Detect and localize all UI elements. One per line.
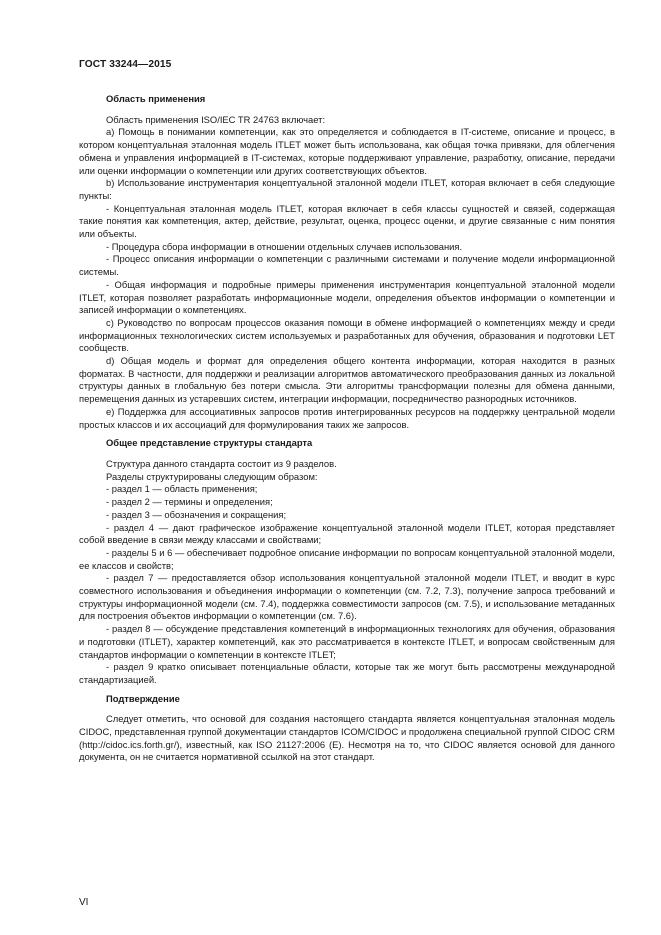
structure-line: - раздел 2 — термины и определения; <box>106 496 273 508</box>
scope-item-b-sub: - Процедура сбора информации в отношении отдельных случаев использования. <box>106 240 463 252</box>
structure-line: - раздел 3 — обозначения и сокращения; <box>106 508 287 520</box>
scope-item-e: e) Поддержка для ассоциативных запросов против интегрированных ресурсов на поддержку центральной модели простых классов и их ассоциаций для формулирования таких же запросов. <box>79 405 615 430</box>
structure-line: - раздел 4 — дают графическое изображение концептуальной эталонной модели ITLET, которая представляет собой введение в связи между классами и свойствами; <box>79 521 615 546</box>
standard-id: ГОСТ 33244—2015 <box>79 59 172 70</box>
structure-line: - раздел 7 — предоставляется обзор использования концептуальной эталонной модели ITLET, и вводит в курс совместного использования и объединения информации о компетенции (см. 7.2, 7.3), получение запроса требований и структуры информационной модели (см. 7.4), поддержка совместимости запросов (см. 7.5), и использование метаданных для построения объектов информации о компетенции (см. 7.6). <box>79 572 615 622</box>
section-heading-scope: Область применения <box>106 93 206 104</box>
structure-line: - раздел 9 кратко описывает потенциальные области, которые так же могут быть рассмотрены международной стандартизацией. <box>79 661 615 685</box>
structure-line: Структура данного стандарта состоит из 9 разделов. <box>106 457 337 469</box>
structure-line: - разделы 5 и 6 — обеспечивает подробное описание информации по вопросам концептуальной эталонной модели, ее классов и свойств; <box>79 546 615 571</box>
section-heading-structure: Общее представление структуры стандарта <box>106 437 313 449</box>
scope-item-c: c) Руководство по вопросам процессов оказания помощи в обмене информацией о компетенциях между и среди информационных технологических систем используемых и разработанных для обучения, образования и подготовки LET сообществ. <box>79 316 615 354</box>
page-content <box>79 92 615 764</box>
section-heading-acknowledgement: Подтверждение <box>106 692 180 704</box>
scope-intro: Область применения ISO/IEC TR 24763 включает: <box>106 113 326 125</box>
structure-line: - раздел 8 — обсуждение представления компетенций в информационных технологиях для обучения, образования и подготовки (ITLET), характер компетенций, как это рассматривается в контексте ITLET, и вопросам свойственным для стандартов информации о компетенции в контексте ITLET; <box>79 623 615 660</box>
structure-line: Разделы структурированы следующим образом: <box>106 470 318 482</box>
structure-line: - раздел 1 — область применения; <box>106 483 258 495</box>
scope-item-b: b) Использование инструментария концептуальной эталонной модели ITLET, которая включает в себя следующие пункты: <box>79 177 615 201</box>
scope-item-b-sub: - Процесс описания информации о компетенции с различными системами и получение модели информационной системы. <box>79 253 615 278</box>
scope-item-b-sub: - Концептуальная эталонная модель ITLET, которая включает в себя классы сущностей и связей, содержащая такие понятия как компетенция, актер, действие, результат, оценка, процесс оценки, и другие связанные с ним понятия или объекты. <box>79 202 615 240</box>
scope-item-b-sub: - Общая информация и подробные примеры применения инструментария концептуальной эталонной модели ITLET, которая позволяет разработать информационные модели, определения объектов информации о компетенции и записей информации о компетенциях. <box>79 278 615 316</box>
page-number: VI <box>79 897 89 908</box>
scope-item-d: d) Общая модель и формат для определения общего контента информации, которая находится в разных форматах. В частности, для поддержки и реализации алгоритмов автоматического преобразования данных из локальной структуры данных в глобальную без потери смысла. Эти алгоритмы трансформации полезны для обмена данными, перемещения данных из устаревших систем, интеграции информации, посредничество разнородных источников. <box>79 355 615 405</box>
acknowledgement-text: Следует отметить, что основой для создания настоящего стандарта является концептуальная эталонная модель CIDOC, представленная группой документации стандартов ICOM/CIDOC и продолжена специальной группой CIDOC CRM (http://cidoc.ics.forth.gr/), известный, как ISO 21127:2006 (E). Несмотря на то, что CIDOC является основой для данного документа, он не считается нормативной ссылкой на этот стандарт. <box>79 713 615 763</box>
scope-item-a: a) Помощь в понимании компетенции, как это определяется и соблюдается в IT-системе, описание и процесс, в котором концептуальная эталонная модель ITLET может быть использована, как общая точка привязки, для облегчения обмена и управления информацией в IT-системах, которые поддерживают управление, разработку, описание, передачи или оценки информации о компетенции или других соответствующих объектов. <box>79 126 615 176</box>
